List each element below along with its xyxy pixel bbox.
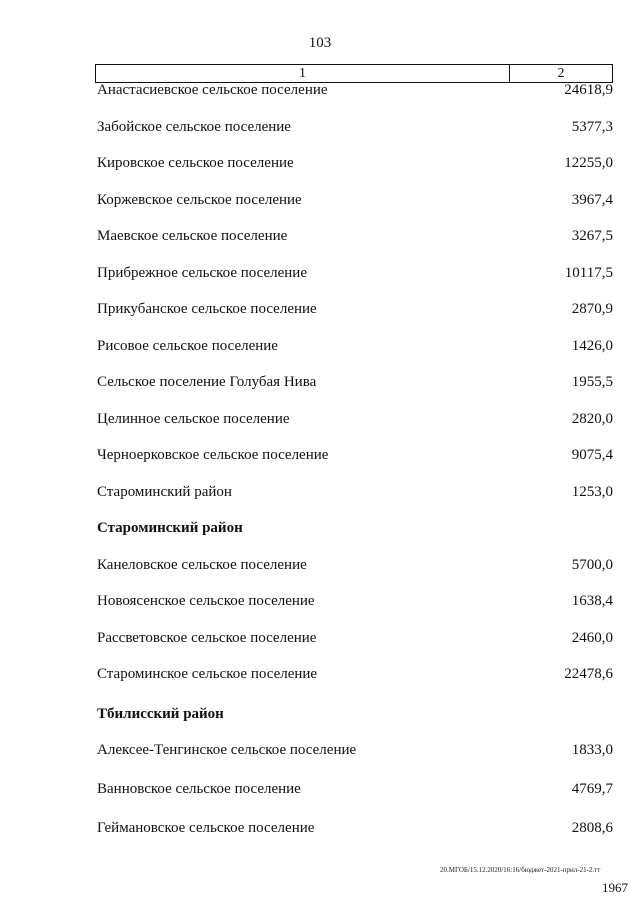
settlement-name: Забойское сельское поселение xyxy=(97,119,291,135)
amount-value: 9075,4 xyxy=(571,447,613,463)
settlement-name: Анастасиевское сельское поселение xyxy=(97,82,328,98)
table-row xyxy=(97,742,613,766)
amount-value: 1426,0 xyxy=(571,338,613,354)
amount-value: 4769,7 xyxy=(571,781,613,797)
amount-value: 2820,0 xyxy=(571,411,613,427)
table-row xyxy=(97,484,613,508)
amount-value: 2870,9 xyxy=(571,301,613,317)
amount-value: 22478,6 xyxy=(564,666,613,682)
settlement-name: Коржевское сельское поселение xyxy=(97,192,302,208)
settlement-name: Прибрежное сельское поселение xyxy=(97,265,307,281)
amount-value: 2808,6 xyxy=(571,820,613,836)
section-heading: Староминский район xyxy=(97,520,243,536)
table-row xyxy=(97,781,613,805)
table-row xyxy=(97,338,613,362)
table-row xyxy=(97,666,613,690)
amount-value: 10117,5 xyxy=(564,265,613,281)
settlement-name: Ванновское сельское поселение xyxy=(97,781,301,797)
section-heading-row xyxy=(97,706,613,730)
amount-value: 1833,0 xyxy=(571,742,613,758)
table-row xyxy=(97,301,613,325)
table-row xyxy=(97,447,613,471)
table-row xyxy=(97,82,613,106)
settlement-name: Староминский район xyxy=(97,484,232,500)
settlement-name: Канеловское сельское поселение xyxy=(97,557,307,573)
amount-value: 12255,0 xyxy=(564,155,613,171)
table-row xyxy=(97,374,613,398)
table-row xyxy=(97,411,613,435)
table-row xyxy=(97,192,613,216)
column-header-2: 2 xyxy=(557,66,565,81)
table-row xyxy=(97,593,613,617)
amount-value: 1955,5 xyxy=(571,374,613,390)
settlement-name: Кировское сельское поселение xyxy=(97,155,294,171)
amount-value: 1638,4 xyxy=(571,593,613,609)
table-row xyxy=(97,630,613,654)
amount-value: 3267,5 xyxy=(571,228,613,244)
section-heading-row xyxy=(97,520,613,544)
amount-value: 2460,0 xyxy=(571,630,613,646)
amount-value: 24618,9 xyxy=(564,82,613,98)
document-stamp: 20.МГОБ/15.12.2020/16:16/бюджет-2021-прил-21-2.тт xyxy=(440,866,601,874)
settlement-name: Сельское поселение Голубая Нива xyxy=(97,374,317,390)
settlement-name: Прикубанское сельское поселение xyxy=(97,301,317,317)
settlement-name: Целинное сельское поселение xyxy=(97,411,290,427)
settlement-name: Новоясенское сельское поселение xyxy=(97,593,315,609)
table-row xyxy=(97,557,613,581)
amount-value: 3967,4 xyxy=(571,192,613,208)
section-heading: Тбилисский район xyxy=(97,706,224,722)
amount-value: 5700,0 xyxy=(571,557,613,573)
table-row xyxy=(97,155,613,179)
table-row xyxy=(97,119,613,143)
settlement-name: Рассветовское сельское поселение xyxy=(97,630,317,646)
document-number: 1967 xyxy=(602,880,628,895)
table-row xyxy=(97,228,613,252)
table-row xyxy=(97,820,613,844)
settlement-name: Староминское сельское поселение xyxy=(97,666,318,682)
settlement-name: Алексее-Тенгинское сельское поселение xyxy=(97,742,357,758)
column-header-1: 1 xyxy=(96,65,510,82)
settlement-name: Черноерковское сельское поселение xyxy=(97,447,329,463)
table-header xyxy=(95,64,613,83)
settlement-name: Геймановское сельское поселение xyxy=(97,820,315,836)
table-row xyxy=(97,265,613,289)
page-number: 103 xyxy=(308,35,332,51)
settlement-name: Рисовое сельское поселение xyxy=(97,338,278,354)
settlement-name: Маевское сельское поселение xyxy=(97,228,288,244)
amount-value: 5377,3 xyxy=(571,119,613,135)
amount-value: 1253,0 xyxy=(571,484,613,500)
